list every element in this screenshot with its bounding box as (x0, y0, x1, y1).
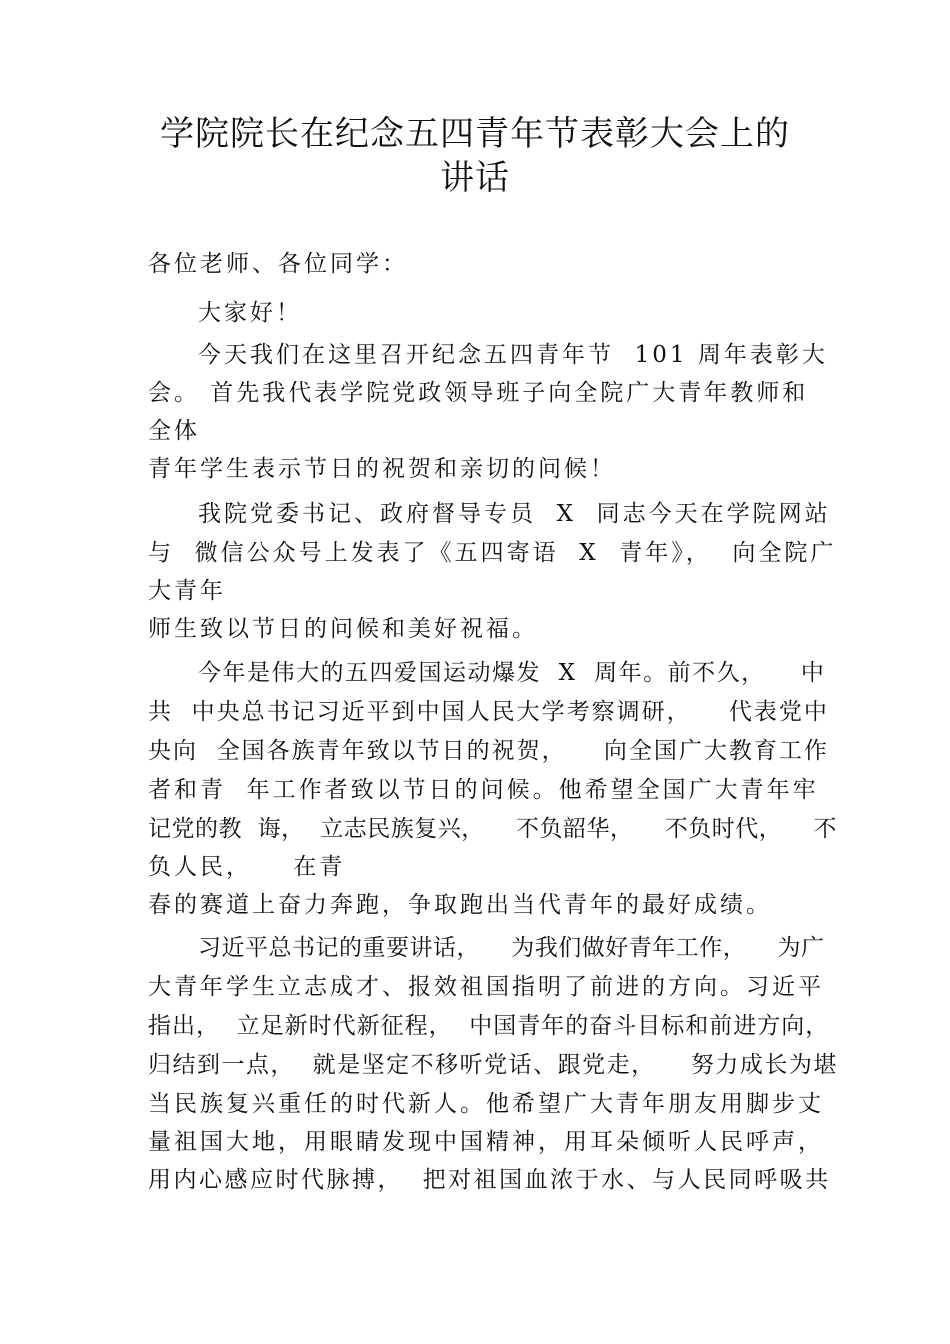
body-line: 负人民， 在青 (148, 854, 346, 880)
greeting: 大家好！ (198, 300, 302, 326)
body-line: 青年学生表示节日的祝贺和亲切的问候！ (148, 456, 616, 482)
document-title (120, 112, 830, 200)
body-line: 大青年学生立志成才、报效祖国指明了前进的方向。习近平 (148, 974, 824, 1000)
title-line: 讲话 (440, 158, 510, 198)
body-line: 今天我们在这里召开纪念五四青年节 101 周年表彰大 (198, 342, 828, 368)
body-line: 习近平总书记的重要讲话， 为我们做好青年工作， 为广 (198, 935, 825, 961)
body-line: 共 中央总书记习近平到中国人民大学考察调研， 代表党中 (148, 699, 829, 725)
body-line: 指出， 立足新时代新征程， 中国青年的奋斗目标和前进方向， (148, 1013, 830, 1039)
body-line: 用内心感应时代脉搏， 把对祖国血浓于水、与人民同呼吸共 (148, 1167, 831, 1193)
title-line: 学院院长在纪念五四青年节表彰大会上的 (160, 114, 790, 154)
body-line: 与 微信公众号上发表了《五四寄语 X 青年》， 向全院广 (148, 540, 837, 566)
body-line: 大青年 (148, 578, 226, 604)
body-line: 今年是伟大的五四爱国运动爆发 X 周年。前不久， 中 (198, 660, 826, 686)
body-line: 央向 全国各族青年致以节日的祝贺， 向全国广大教育工作 (148, 738, 829, 764)
salutation: 各位老师、各位同学： (148, 251, 408, 277)
body-line: 我院党委书记、政府督导专员 X 同志今天在学院网站 (198, 501, 831, 527)
body-line: 全体 (148, 418, 200, 444)
body-line: 师生致以节日的问候和美好祝福。 (148, 616, 538, 642)
body-line: 者和青 年工作者致以节日的问候。他希望全国广大青年牢 (148, 777, 819, 803)
body-line: 量祖国大地，用眼睛发现中国精神，用耳朵倾听人民呼声， (148, 1129, 824, 1155)
body-line: 会。 首先我代表学院党政领导班子向全院广大青年教师和 (148, 380, 809, 406)
body-line: 归结到一点， 就是坚定不移听党话、跟党走， 努力成长为堪 (148, 1052, 838, 1078)
body-line: 记党的教 诲， 立志民族复兴， 不负韶华， 不负时代， 不 (148, 816, 837, 842)
body-line: 春的赛道上奋力奔跑，争取跑出当代青年的最好成绩。 (148, 892, 772, 918)
body-line: 当民族复兴重任的时代新人。他希望广大青年朋友用脚步丈 (148, 1091, 824, 1117)
